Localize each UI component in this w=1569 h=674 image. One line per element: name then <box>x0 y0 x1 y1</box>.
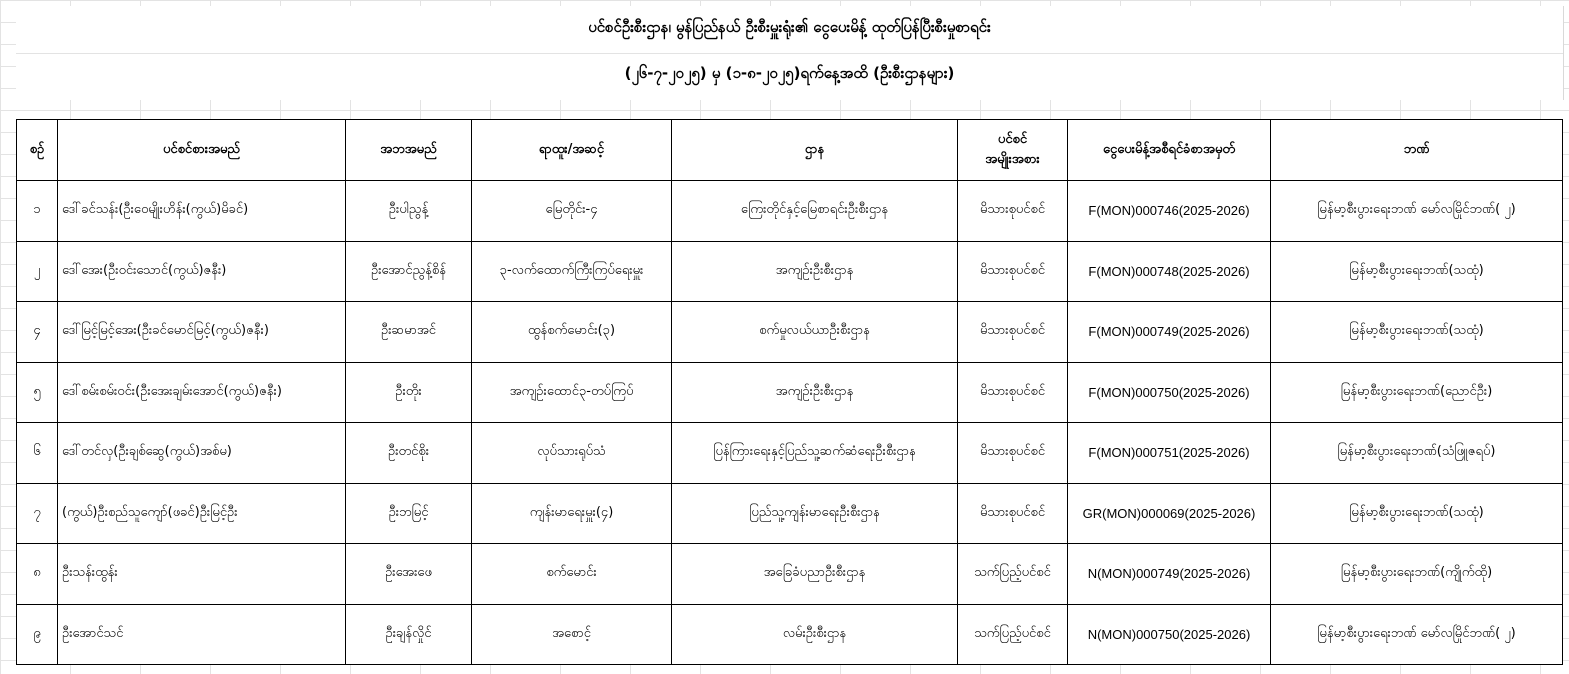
cell-rank: အကျဉ်းထောင်၃-တပ်ကြပ် <box>472 362 672 423</box>
cell-rank: ထွန်စက်မောင်း(၃) <box>472 302 672 363</box>
header-pensioner-name: ပင်စင်စားအမည် <box>58 120 346 181</box>
cell-rank: လုပ်သားရုပ်သံ <box>472 423 672 484</box>
cell-department: လမ်းဦးစီးဌာန <box>672 604 958 665</box>
cell-bank: မြန်မာ့စီးပွားရေးဘဏ်(ကျိုက်ထို) <box>1271 544 1563 605</box>
cell-father-name: ဦးတိုး <box>346 362 472 423</box>
cell-pension-type: မိသားစုပင်စင် <box>958 423 1068 484</box>
cell-no: ၆ <box>17 423 58 484</box>
cell-pension-type: မိသားစုပင်စင် <box>958 483 1068 544</box>
title-block <box>16 6 1564 100</box>
cell-father-name: ဦးဘမြင့် <box>346 483 472 544</box>
cell-father-name: ဦးဆမာအင် <box>346 302 472 363</box>
cell-report-number: GR(MON)000069(2025-2026) <box>1068 483 1271 544</box>
header-rank: ရာထူး/အဆင့် <box>472 120 672 181</box>
cell-pensioner-name: ဒေါ်ခင်သန်း(ဦးဝေမျိုးဟိန်း(ကွယ်)မိခင်) <box>58 181 346 242</box>
cell-rank: ၃-လက်ထောက်ကြီးကြပ်ရေးမှူး <box>472 241 672 302</box>
cell-no: ၈ <box>17 544 58 605</box>
cell-department: ပြည်သူ့ကျန်းမာရေးဦးစီးဌာန <box>672 483 958 544</box>
cell-report-number: F(MON)000750(2025-2026) <box>1068 362 1271 423</box>
cell-report-number: F(MON)000751(2025-2026) <box>1068 423 1271 484</box>
cell-pensioner-name: ဦးအောင်သင် <box>58 604 346 665</box>
cell-no: ၂ <box>17 241 58 302</box>
cell-bank: မြန်မာ့စီးပွားရေးဘဏ်(သထုံ) <box>1271 483 1563 544</box>
page-title: ပင်စင်ဦးစီးဌာန၊ မွန်ပြည်နယ် ဦးစီးမှူးရုံး၏ ငွေပေးမိန့် ထုတ်ပြန်ပြီးစီးမှုစာရင်း <box>588 18 991 36</box>
cell-rank: ကျန်းမာရေးမှူး(၄) <box>472 483 672 544</box>
cell-report-number: F(MON)000749(2025-2026) <box>1068 302 1271 363</box>
header-row <box>17 120 1563 181</box>
cell-department: ကြေးတိုင်နှင့်မြေစာရင်းဦးစီးဌာန <box>672 181 958 242</box>
cell-report-number: F(MON)000746(2025-2026) <box>1068 181 1271 242</box>
cell-rank: စက်မောင်း <box>472 544 672 605</box>
header-father-name: အဘအမည် <box>346 120 472 181</box>
cell-bank: မြန်မာ့စီးပွားရေးဘဏ် မော်လမြိုင်ဘဏ်( ၂) <box>1271 181 1563 242</box>
table-row <box>17 241 1563 302</box>
title-divider <box>16 53 1563 54</box>
pension-register-table <box>16 119 1563 665</box>
cell-father-name: ဦးချန်လှိုင် <box>346 604 472 665</box>
table-row <box>17 362 1563 423</box>
cell-bank: မြန်မာ့စီးပွားရေးဘဏ်(သထုံ) <box>1271 302 1563 363</box>
table-row <box>17 544 1563 605</box>
cell-pension-type: မိသားစုပင်စင် <box>958 181 1068 242</box>
table-row <box>17 181 1563 242</box>
cell-pension-type: မိသားစုပင်စင် <box>958 362 1068 423</box>
header-department: ဌာန <box>672 120 958 181</box>
cell-pension-type: သက်ပြည့်ပင်စင် <box>958 544 1068 605</box>
cell-department: ပြန်ကြားရေးနှင့်ပြည်သူ့ဆက်ဆံရေးဦးစီးဌာန <box>672 423 958 484</box>
cell-pension-type: မိသားစုပင်စင် <box>958 241 1068 302</box>
cell-pensioner-name: (ကွယ်)ဦးစည်သူကျော်(ဖခင်)ဦးမြင့်ဦး <box>58 483 346 544</box>
header-report-number: ငွေပေးမိန့်အစီရင်ခံစာအမှတ် <box>1068 120 1271 181</box>
header-bank: ဘဏ် <box>1271 120 1563 181</box>
cell-bank: မြန်မာ့စီးပွားရေးဘဏ် မော်လမြိုင်ဘဏ်( ၂) <box>1271 604 1563 665</box>
cell-pensioner-name: ဦးသန်းထွန်း <box>58 544 346 605</box>
cell-bank: မြန်မာ့စီးပွားရေးဘဏ်(သံဖြူဇရပ်) <box>1271 423 1563 484</box>
cell-pensioner-name: ဒေါ်စမ်းစမ်းဝင်း(ဦးအေးချမ်းအောင်(ကွယ်)ဇနီး) <box>58 362 346 423</box>
table-row <box>17 423 1563 484</box>
cell-no: ၉ <box>17 604 58 665</box>
cell-department: အခြေခံပညာဦးစီးဌာန <box>672 544 958 605</box>
cell-pension-type: သက်ပြည့်ပင်စင် <box>958 604 1068 665</box>
table-row <box>17 302 1563 363</box>
header-no: စဉ် <box>17 120 58 181</box>
cell-pensioner-name: ဒေါ်အေး(ဦးဝင်းသောင်(ကွယ်)ဇနီး) <box>58 241 346 302</box>
cell-father-name: ဦးအောင်ညွန့်စိန် <box>346 241 472 302</box>
cell-rank: မြေတိုင်း-၄ <box>472 181 672 242</box>
cell-bank: မြန်မာ့စီးပွားရေးဘဏ်(သထုံ) <box>1271 241 1563 302</box>
cell-father-name: ဦးပါညွန့် <box>346 181 472 242</box>
cell-report-number: N(MON)000750(2025-2026) <box>1068 604 1271 665</box>
cell-rank: အစောင့် <box>472 604 672 665</box>
cell-no: ၄ <box>17 302 58 363</box>
cell-father-name: ဦးတင်စိုး <box>346 423 472 484</box>
cell-no: ၁ <box>17 181 58 242</box>
cell-department: အကျဉ်းဦးစီးဌာန <box>672 241 958 302</box>
cell-bank: မြန်မာ့စီးပွားရေးဘဏ်(ညောင်ဦး) <box>1271 362 1563 423</box>
cell-report-number: F(MON)000748(2025-2026) <box>1068 241 1271 302</box>
cell-department: စက်မှုလယ်ယာဦးစီးဌာန <box>672 302 958 363</box>
header-pension-type: ပင်စင် အမျိုးအစား <box>958 120 1068 181</box>
cell-pensioner-name: ဒေါ်တင်လှ(ဦးချစ်ဆွေ(ကွယ်)အစ်မ) <box>58 423 346 484</box>
table-row <box>17 483 1563 544</box>
cell-father-name: ဦးအေးဖေ <box>346 544 472 605</box>
cell-no: ၅ <box>17 362 58 423</box>
cell-no: ၇ <box>17 483 58 544</box>
cell-pensioner-name: ဒေါ်မြင့်မြင့်အေး(ဦးခင်မောင်မြင့်(ကွယ်)ဇနီး) <box>58 302 346 363</box>
table-row <box>17 604 1563 665</box>
cell-pension-type: မိသားစုပင်စင် <box>958 302 1068 363</box>
page-subtitle: (၂၆-၇-၂၀၂၅) မှ (၁-၈-၂၀၂၅)ရက်နေ့အထိ (ဦးစီးဌာနများ) <box>624 64 955 82</box>
cell-report-number: N(MON)000749(2025-2026) <box>1068 544 1271 605</box>
cell-department: အကျဉ်းဦးစီးဌာန <box>672 362 958 423</box>
